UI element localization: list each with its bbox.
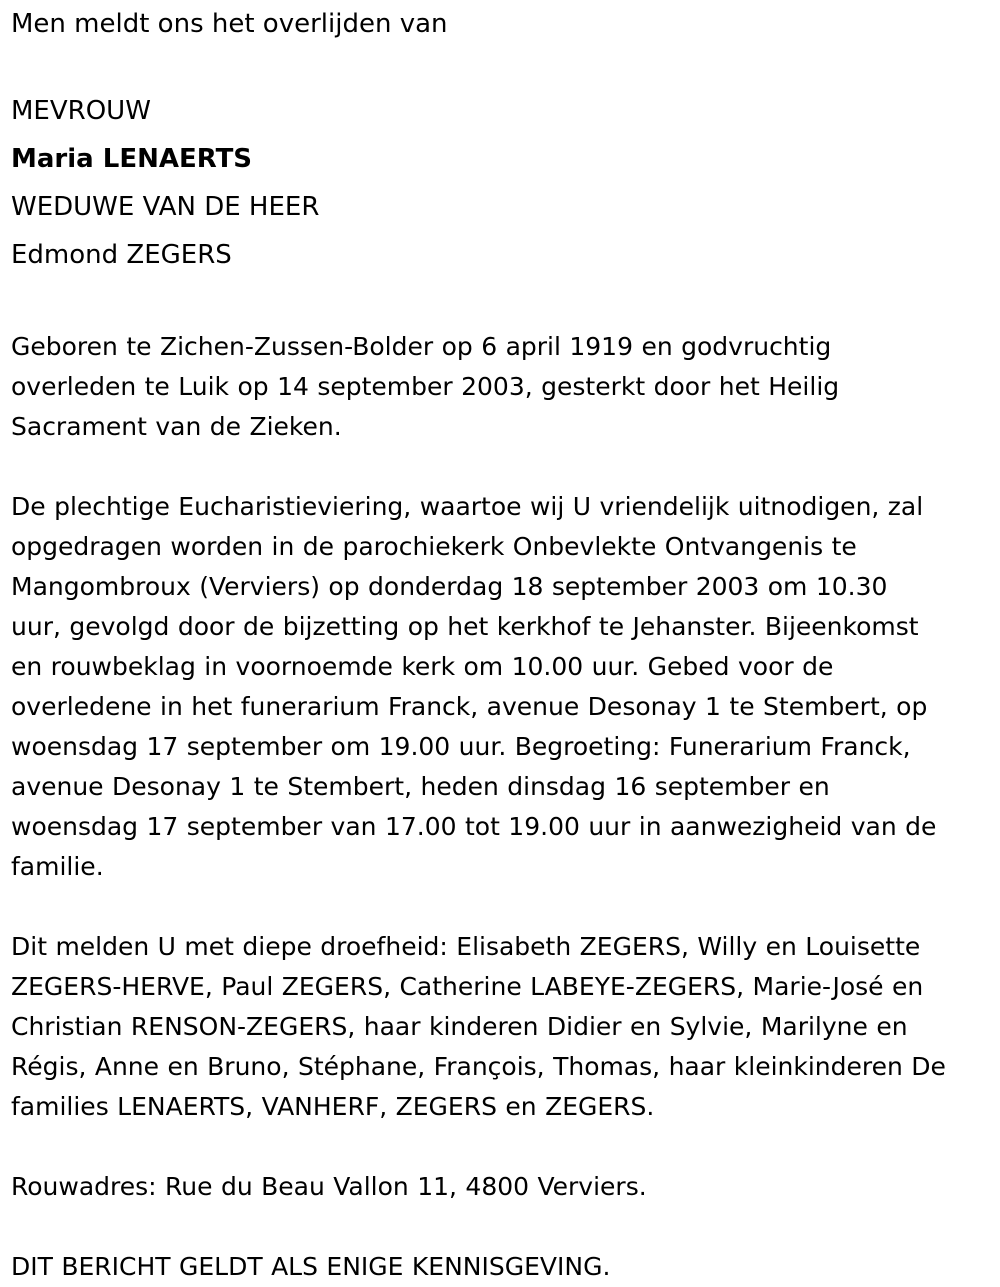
- family-paragraph: [11, 927, 991, 1127]
- service-line: De plechtige Eucharistieviering, waartoe wij U vriendelijk uitnodigen, zal: [11, 492, 924, 521]
- service-line: Mangombroux (Verviers) op donderdag 18 september 2003 om 10.30: [11, 572, 888, 601]
- service-line: overledene in het funerarium Franck, avenue Desonay 1 te Stembert, op: [11, 692, 928, 721]
- service-line: woensdag 17 september van 17.00 tot 19.00 uur in aanwezigheid van de: [11, 812, 937, 841]
- mourning-address: Rouwadres: Rue du Beau Vallon 11, 4800 Verviers.: [11, 1172, 647, 1201]
- family-line: ZEGERS-HERVE, Paul ZEGERS, Catherine LABEYE-ZEGERS, Marie-José en: [11, 972, 924, 1001]
- family-line: families LENAERTS, VANHERF, ZEGERS en ZEGERS.: [11, 1092, 655, 1121]
- service-line: woensdag 17 september om 19.00 uur. Begroeting: Funerarium Franck,: [11, 732, 911, 761]
- deceased-relation: WEDUWE VAN DE HEER: [11, 192, 320, 222]
- family-line: Christian RENSON-ZEGERS, haar kinderen Didier en Sylvie, Marilyne en: [11, 1012, 908, 1041]
- spouse-name: Edmond ZEGERS: [11, 240, 232, 270]
- family-line: Régis, Anne en Bruno, Stéphane, François, Thomas, haar kleinkinderen De: [11, 1052, 946, 1081]
- deceased-title: MEVROUW: [11, 96, 151, 126]
- deceased-block: [11, 87, 991, 279]
- family-line: Dit melden U met diepe droefheid: Elisabeth ZEGERS, Willy en Louisette: [11, 932, 921, 961]
- service-paragraph: [11, 487, 991, 887]
- birth-death-line: Sacrament van de Zieken.: [11, 412, 342, 441]
- service-line: familie.: [11, 852, 104, 881]
- service-line: opgedragen worden in de parochiekerk Onbevlekte Ontvangenis te: [11, 532, 857, 561]
- death-notice: [11, 0, 991, 1287]
- deceased-name: Maria LENAERTS: [11, 144, 253, 174]
- intro-line: Men meldt ons het overlijden van: [11, 9, 448, 39]
- service-line: avenue Desonay 1 te Stembert, heden dinsdag 16 september en: [11, 772, 830, 801]
- closing-statement: DIT BERICHT GELDT ALS ENIGE KENNISGEVING.: [11, 1252, 611, 1281]
- birth-death-paragraph: [11, 327, 991, 447]
- birth-death-line: overleden te Luik op 14 september 2003, gesterkt door het Heilig: [11, 372, 840, 401]
- service-line: en rouwbeklag in voornoemde kerk om 10.00 uur. Gebed voor de: [11, 652, 834, 681]
- service-line: uur, gevolgd door de bijzetting op het kerkhof te Jehanster. Bijeenkomst: [11, 612, 919, 641]
- birth-death-line: Geboren te Zichen-Zussen-Bolder op 6 april 1919 en godvruchtig: [11, 332, 832, 361]
